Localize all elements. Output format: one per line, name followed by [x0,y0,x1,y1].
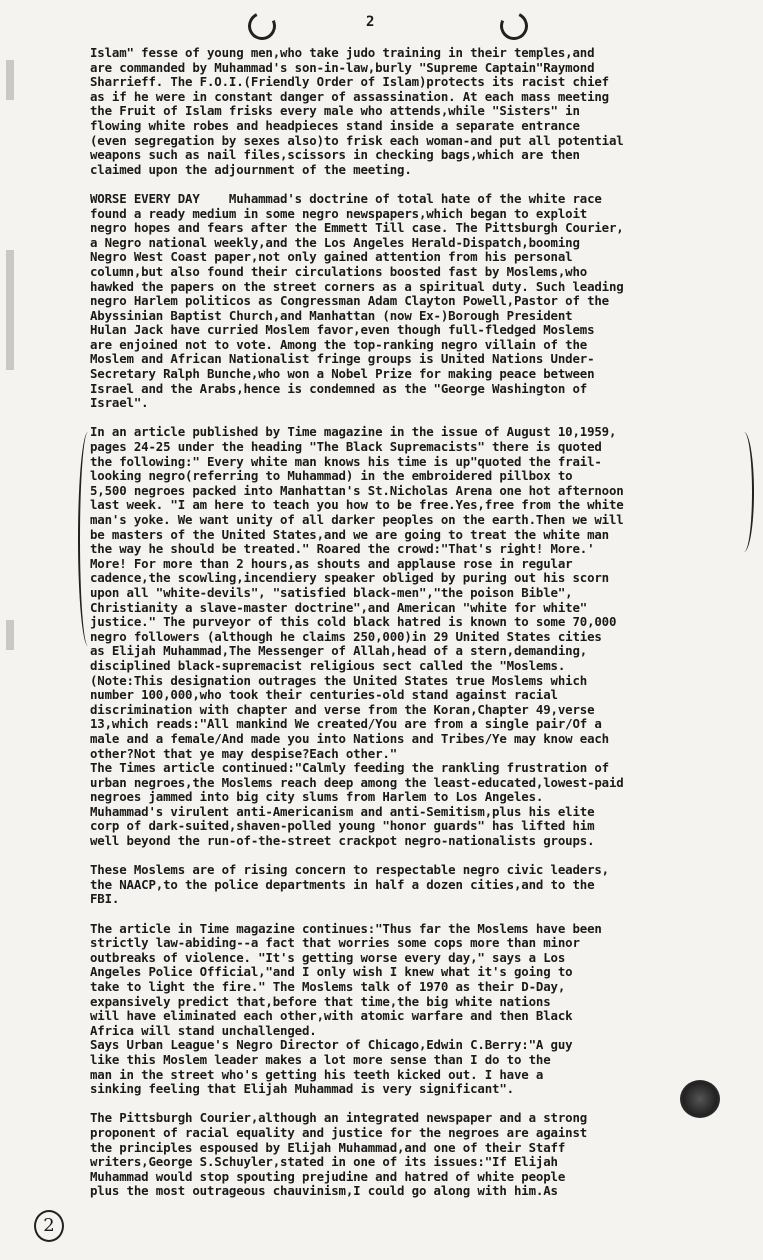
text-line: (Note:This designation outrages the United States true Moslems which [90,673,588,688]
text-line: pages 24-25 under the heading "The Black Supremacists" there is quoted [90,440,602,455]
text-line: Africa will stand unchallenged. [90,1023,317,1038]
text-line: Moslem and African Nationalist fringe groups is United Nations Under- [90,352,595,367]
text-line: as if he were in constant danger of assassination. At each mass meeting [90,89,609,104]
text-line: Hulan Jack have curried Moslem favor,even though full-fledged Moslems [90,323,595,338]
text-line: disciplined black-supremacist religious sect called the "Moslems. [90,658,566,673]
text-line: man in the street who's getting his teeth kicked out. I have a [90,1067,544,1082]
text-line: other?Not that ye may despise?Each other." [90,746,398,761]
text-line: outbreaks of violence. "It's getting worse every day," says a Los [90,950,566,965]
text-line: Muhammad would stop spouting prejudine and hatred of white people [90,1169,566,1184]
text-line: corp of dark-suited,shaven-polled young "honor guards" has lifted him [90,819,595,834]
text-line: (even segregation by sexes also)to frisk each woman-and put all potential [90,133,624,148]
document-body [90,46,750,1199]
text-line: number 100,000,who took their centuries-old stand against racial [90,688,558,703]
paragraph-gap [90,177,750,192]
text-line: the way he should be treated." Roared the crowd:"That's right! More.' [90,542,595,557]
text-line: looking negro(referring to Muhammad) in the embroidered pillbox to [90,469,573,484]
text-line: like this Moslem leader makes a lot more sense than I do to the [90,1052,551,1067]
circled-page-marker: 2 [34,1210,64,1242]
text-line: hawked the papers on the street corners as a spiritual duty. Such leading [90,279,624,294]
text-line: are commanded by Muhammad's son-in-law,burly "Supreme Captain"Raymond [90,60,595,75]
text-line: cadence,the scowling,incendiery speaker obliged by puring out his scorn [90,571,609,586]
scan-noise [6,250,14,370]
text-line: More! For more than 2 hours,as shouts and applause rose in regular [90,556,573,571]
text-line: plus the most outrageous chauvinism,I could go along with him.As [90,1184,558,1199]
paragraph-gap [90,411,750,426]
text-line: Islam" fesse of young men,who take judo training in their temples,and [90,46,595,60]
text-line: will have eliminated each other,with atomic warfare and then Black [90,1009,573,1024]
text-line: the following:" Every white man knows his time is up"quoted the frail- [90,454,602,469]
scan-noise [6,620,14,650]
page-number: 2 [366,14,375,30]
text-line: In an article published by Time magazine in the issue of August 10,1959, [90,425,617,440]
text-line: negro hopes and fears after the Emmett Till case. The Pittsburgh Courier, [90,221,624,236]
text-line: a Negro national weekly,and the Los Angeles Herald-Dispatch,booming [90,235,580,250]
text-line: man's yoke. We want unity of all darker peoples on the earth.Then we will [90,513,624,527]
text-line: last week. "I am here to teach you how to be free.Yes,free from the white [90,498,624,513]
text-line: take to light the fire." The Moslems talk of 1970 as their D-Day, [90,980,566,994]
scan-noise [6,60,14,100]
text-line: found a ready medium in some negro newspapers,which began to exploit [90,206,588,221]
punch-hole-mark [496,8,532,44]
text-line: sinking feeling that Elijah Muhammad is very significant". [90,1082,514,1097]
text-line: urban negroes,the Moslems reach deep among the least-educated,lowest-paid [90,775,624,790]
text-line: The Pittsburgh Courier,although an integrated newspaper and a strong [90,1111,588,1126]
text-line: Angeles Police Official,"and I only wish I knew what it's going to [90,965,573,980]
text-line: claimed upon the adjournment of the meeting. [90,162,412,177]
text-line: negro Harlem politicos as Congressman Adam Clayton Powell,Pastor of the [90,294,609,309]
text-line: FBI. [90,892,120,907]
text-line: Christianity a slave-master doctrine",and American "white for white" [90,600,588,615]
text-line: The article in Time magazine continues:"Thus far the Moslems have been [90,921,602,936]
text-line: flowing white robes and headpieces stand inside a separate entrance [90,118,580,133]
text-line: 13,which reads:"All mankind We created/You are from a single pair/Of a [90,717,602,732]
text-line: negro followers (although he claims 250,000)in 29 United States cities [90,629,602,644]
text-line: expansively predict that,before that time,the big white nations [90,994,551,1009]
paragraph-gap [90,849,750,864]
punch-hole-mark [244,8,280,44]
text-line: The Times article continued:"Calmly feeding the rankling frustration of [90,761,609,776]
text-line: Negro West Coast paper,not only gained attention from his personal [90,250,573,265]
text-line: WORSE EVERY DAY Muhammad's doctrine of total hate of the white race [90,191,602,206]
text-line: writers,George S.Schuyler,stated in one of its issues:"If Elijah [90,1155,558,1170]
text-line: as Elijah Muhammad,The Messenger of Allah,head of a stern,demanding, [90,644,588,659]
text-line: be masters of the United States,and we are going to treat the white man [90,527,609,542]
text-line: discrimination with chapter and verse from the Koran,Chapter 49,verse [90,702,595,717]
text-line: the Fruit of Islam frisks every male who attends,while "Sisters" in [90,104,580,119]
text-line: 5,500 negroes packed into Manhattan's St.Nicholas Arena one hot afternoon [90,483,624,498]
text-line: Abyssinian Baptist Church,and Manhattan (now Ex-)Borough President [90,308,573,323]
text-line: male and a female/And made you into Nations and Tribes/Ye may know each [90,731,609,746]
photo-blot [680,1080,720,1118]
text-line: proponent of racial equality and justice for the negroes are against [90,1125,588,1140]
text-line: Says Urban League's Negro Director of Chicago,Edwin C.Berry:"A guy [90,1038,573,1053]
text-line: Israel and the Arabs,hence is condemned as the "George Washington of [90,381,588,396]
text-line: Israel". [90,396,149,411]
text-line: Sharrieff. The F.O.I.(Friendly Order of Islam)protects its racist chief [90,75,609,90]
text-line: column,but also found their circulations boosted fast by Moslems,who [90,264,588,279]
text-line: upon all "white-devils", "satisfied black-men","the poison Bible", [90,585,573,600]
text-line: strictly law-abiding--a fact that worries some cops more than minor [90,936,580,951]
text-line: well beyond the run-of-the-street crackpot negro-nationalists groups. [90,834,595,849]
text-line: the NAACP,to the police departments in half a dozen cities,and to the [90,877,595,892]
text-line: justice." The purveyor of this cold black hatred is known to some 70,000 [90,615,617,630]
paragraph-gap [90,1097,750,1112]
paragraph-gap [90,907,750,922]
text-line: the principles espoused by Elijah Muhammad,and one of their Staff [90,1140,566,1155]
text-line: Muhammad's virulent anti-Americanism and anti-Semitism,plus his elite [90,804,595,819]
text-line: negroes jammed into big city slums from Harlem to Los Angeles. [90,790,544,805]
text-line: Secretary Ralph Bunche,who won a Nobel Prize for making peace between [90,367,595,382]
text-line: These Moslems are of rising concern to respectable negro civic leaders, [90,863,609,878]
text-line: weapons such as nail files,scissors in checking bags,which are then [90,148,580,163]
text-line: are enjoined not to vote. Among the top-ranking negro villain of the [90,337,588,352]
